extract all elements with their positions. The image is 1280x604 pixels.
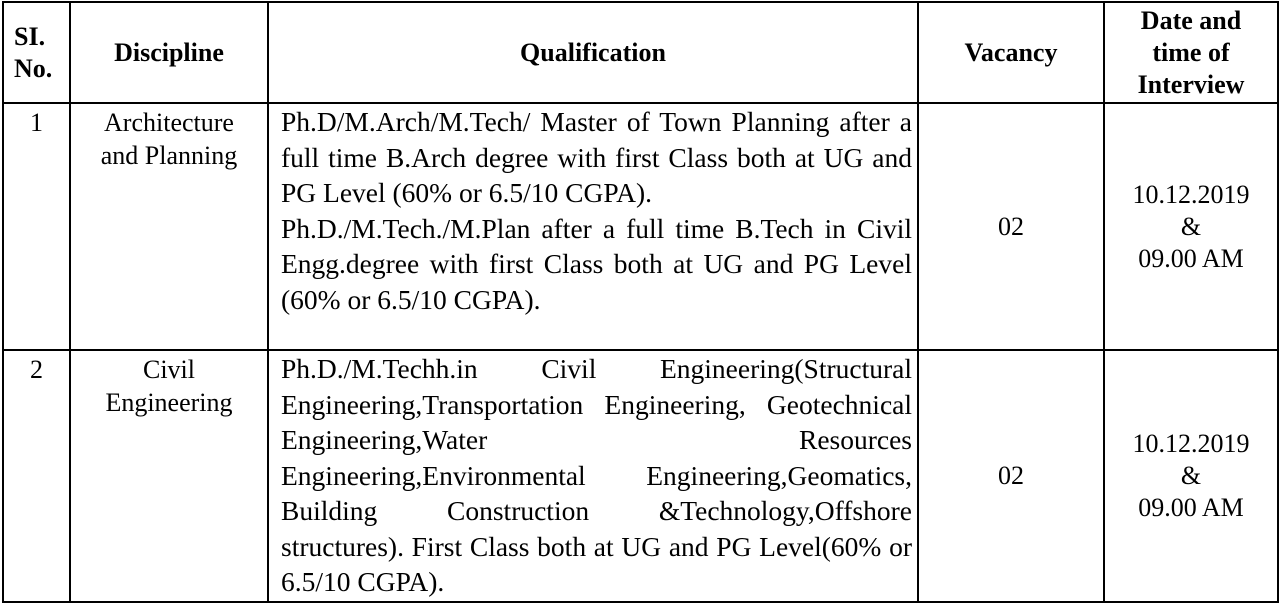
interview-time: 09.00 AM: [1138, 243, 1244, 273]
header-date-time: Date and time of Interview: [1104, 2, 1278, 103]
sl-no-cell: 1: [3, 103, 70, 350]
qualification-text: Ph.D/M.Arch/M.Tech/ Master of Town Planning after a full time B.Arch degree with first Class both at UG and PG Level (60% or 6.5/10 CGPA).: [281, 106, 912, 208]
table-row: [3, 350, 1278, 602]
qualification-cell: [268, 103, 918, 350]
table-row: [3, 103, 1278, 350]
header-discipline: Discipline: [70, 2, 268, 103]
header-qualification: Qualification: [268, 2, 918, 103]
vacancy-cell: 02: [918, 350, 1104, 602]
qualification-cell: [268, 350, 918, 602]
interview-time: 09.00 AM: [1138, 493, 1244, 522]
qualification-text: Ph.D./M.Tech./M.Plan after a full time B.Tech in Civil Engg.degree with first Class both at UG and PG Level (60% or 6.5/10 CGPA).: [281, 212, 912, 315]
discipline-cell: Architecture and Planning: [70, 103, 268, 350]
interview-schedule-table: [2, 1, 1279, 603]
interview-date: 10.12.2019: [1132, 179, 1250, 209]
qualification-text: Ph.D./M.Techh.in Civil Engineering(Structural Engineering,Transportation Engineering, Geotechnical Engineering,Water Resources Engineering,Environmental Engineering,Geomatics, Building Construction &Technology,Offshore structures). First Class both at UG and PG Level(60% or 6.5/10 CGPA).: [281, 353, 912, 597]
discipline-cell: Civil Engineering: [70, 350, 268, 602]
vacancy-cell: 02: [918, 103, 1104, 350]
date-time-cell: 10.12.2019 & 09.00 AM: [1104, 350, 1278, 602]
sl-no-cell: 2: [3, 350, 70, 602]
header-sl-no: SI. No.: [3, 2, 70, 103]
header-vacancy: Vacancy: [918, 2, 1104, 103]
interview-date: 10.12.2019: [1132, 429, 1250, 458]
table-header-row: [3, 2, 1278, 103]
date-time-cell: 10.12.2019 & 09.00 AM: [1104, 103, 1278, 350]
